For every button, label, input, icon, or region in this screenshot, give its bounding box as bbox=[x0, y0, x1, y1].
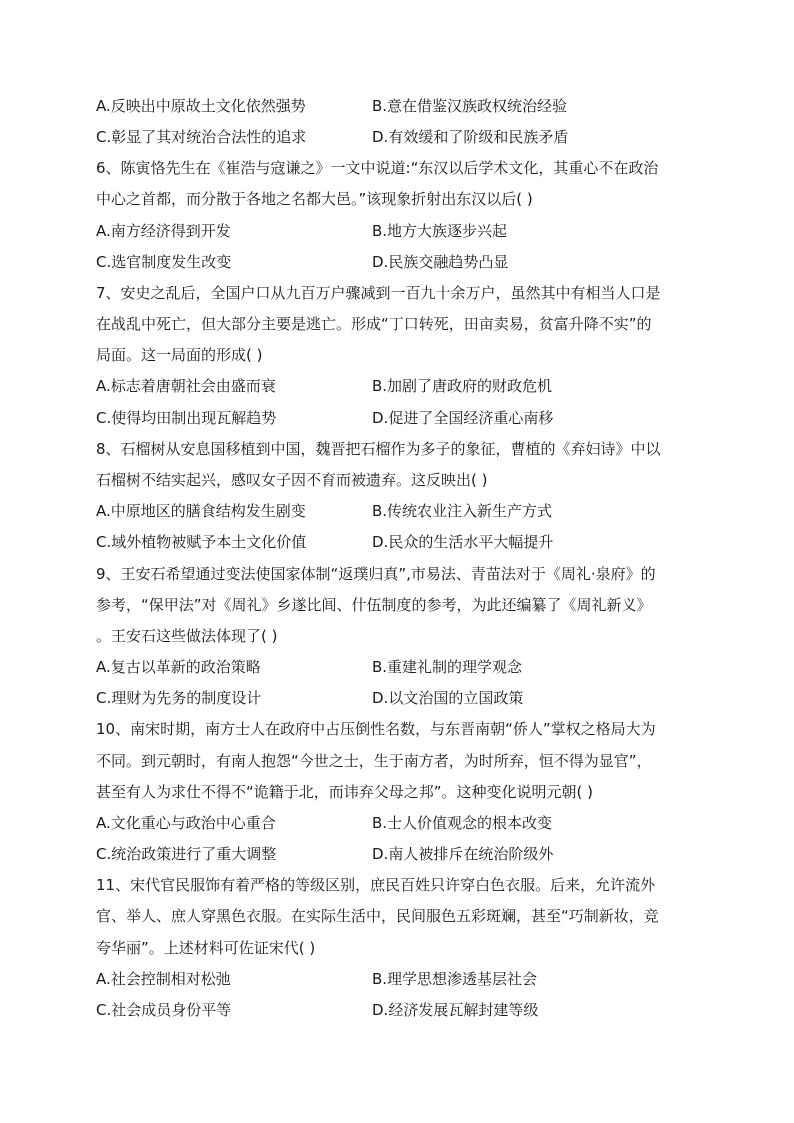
q8-stem-line-1: 8、石榴树从安息国移植到中国，魏晋把石榴作为多子的象征，曹植的《弃妇诗》中以 bbox=[96, 440, 661, 458]
q5-option-c: C.彰显了其对统治合法性的追求 bbox=[96, 128, 307, 146]
q11-option-c: C.社会成员身份平等 bbox=[96, 1001, 232, 1019]
q7-stem-line-3: 局面。这一局面的形成( ) bbox=[96, 346, 263, 364]
q5-option-a: A.反映出中原故土文化依然强势 bbox=[96, 97, 306, 115]
q7-option-d: D.促进了全国经济重心南移 bbox=[372, 409, 554, 427]
q6-stem-line-2: 中心之首都，而分散于各地之名都大邑。”该现象折射出东汉以后( ) bbox=[96, 190, 533, 208]
q7-option-b: B.加剧了唐政府的财政危机 bbox=[372, 377, 553, 395]
q6-option-c: C.选官制度发生改变 bbox=[96, 253, 232, 271]
q8-option-a: A.中原地区的膳食结构发生剧变 bbox=[96, 502, 306, 520]
q9-stem-line-1: 9、王安石希望通过变法使国家体制“返璞归真”,市易法、青苗法对于《周礼·泉府》的 bbox=[96, 565, 656, 583]
q7-option-a: A.标志着唐朝社会由盛而衰 bbox=[96, 377, 276, 395]
q8-stem-line-2: 石榴树不结实起兴，感叹女子因不育而被遗弃。这反映出( ) bbox=[96, 471, 488, 489]
q11-stem-line-1: 11、宋代官民服饰有着严格的等级区别，庶民百姓只许穿白色衣服。后来，允许流外 bbox=[96, 876, 656, 894]
q8-option-d: D.民众的生活水平大幅提升 bbox=[372, 533, 554, 551]
q6-option-a: A.南方经济得到开发 bbox=[96, 222, 231, 240]
q11-option-b: B.理学思想渗透基层社会 bbox=[372, 970, 538, 988]
q6-option-b: B.地方大族逐步兴起 bbox=[372, 222, 508, 240]
q10-option-d: D.南人被排斥在统治阶级外 bbox=[372, 845, 554, 863]
q11-stem-line-2: 官、举人、庶人穿黑色衣服。在实际生活中，民间服色五彩斑斓，甚至“巧制新妆，竞 bbox=[96, 907, 659, 925]
q5-option-b: B.意在借鉴汉族政权统治经验 bbox=[372, 97, 568, 115]
q7-stem-line-1: 7、安史之乱后，全国户口从九百万户骤减到一百九十余万户，虽然其中有相当人口是 bbox=[96, 284, 661, 302]
q5-option-d: D.有效缓和了阶级和民族矛盾 bbox=[372, 128, 569, 146]
q9-stem-line-3: 。王安石这些做法体现了( ) bbox=[96, 627, 278, 645]
q8-option-b: B.传统农业注入新生产方式 bbox=[372, 502, 553, 520]
q10-option-c: C.统治政策进行了重大调整 bbox=[96, 845, 277, 863]
q9-option-d: D.以文治国的立国政策 bbox=[372, 689, 524, 707]
q10-stem-line-1: 10、南宋时期，南方士人在政府中占压倒性名数，与东晋南朝“侨人”掌权之格局大为 bbox=[96, 720, 656, 738]
q7-stem-line-2: 在战乱中死亡，但大部分主要是逃亡。形成“丁口转死，田亩卖易，贫富升降不实”的 bbox=[96, 315, 652, 333]
q9-option-c: C.理财为先务的制度设计 bbox=[96, 689, 262, 707]
q10-stem-line-2: 不同。到元朝时，有南人抱怨“今世之士，生于南方者，为时所弃，恒不得为显官”， bbox=[96, 752, 652, 770]
q9-option-a: A.复古以革新的政治策略 bbox=[96, 658, 261, 676]
q9-option-b: B.重建礼制的理学观念 bbox=[372, 658, 523, 676]
q11-option-d: D.经济发展瓦解封建等级 bbox=[372, 1001, 539, 1019]
q7-option-c: C.使得均田制出现瓦解趋势 bbox=[96, 409, 277, 427]
q11-stem-line-3: 夸华丽”。上述材料可佐证宋代( ) bbox=[96, 939, 316, 957]
q9-stem-line-2: 参考，“保甲法”对《周礼》乡遂比闾、什伍制度的参考，为此还编纂了《周礼新义》 bbox=[96, 596, 652, 614]
q11-option-a: A.社会控制相对松弛 bbox=[96, 970, 231, 988]
q8-option-c: C.域外植物被赋予本土文化价值 bbox=[96, 533, 307, 551]
q10-option-a: A.文化重心与政治中心重合 bbox=[96, 814, 276, 832]
q10-stem-line-3: 甚至有人为求仕不得不“诡籍于北，而讳弃父母之邦”。这种变化说明元朝( ) bbox=[96, 783, 594, 801]
q6-stem-line-1: 6、陈寅恪先生在《崔浩与寇谦之》一文中说道:“东汉以后学术文化，其重心不在政治 bbox=[96, 159, 659, 177]
q10-option-b: B.士人价值观念的根本改变 bbox=[372, 814, 553, 832]
q6-option-d: D.民族交融趋势凸显 bbox=[372, 253, 509, 271]
